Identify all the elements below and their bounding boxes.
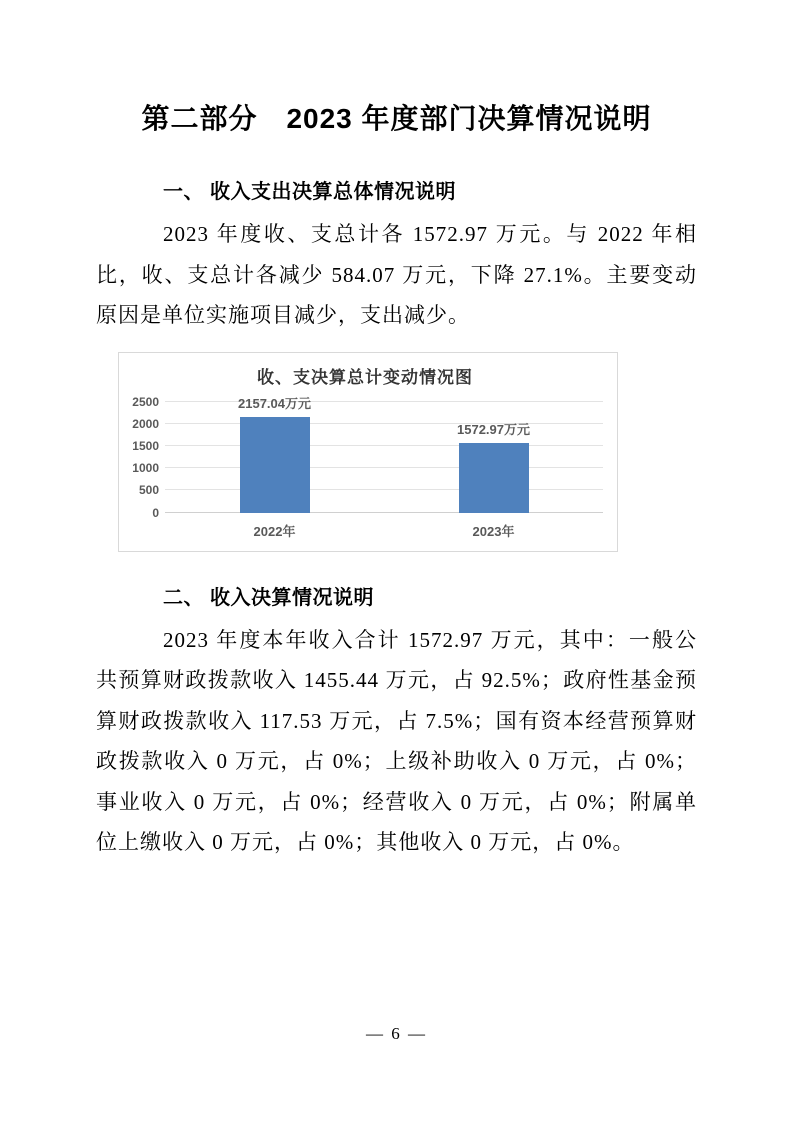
chart-category-slot (165, 396, 384, 513)
x-axis-category-label: 2023年 (472, 523, 515, 539)
section-2-heading: 二、 收入决算情况说明 (163, 586, 375, 609)
chart-x-axis (165, 521, 603, 540)
chart-plot-area (165, 396, 603, 540)
y-axis-tick-label: 500 (138, 483, 159, 498)
section-2-paragraph: 2023 年度本年收入合计 1572.97 万元，其中：一般公共预算财政拨款收入 1455.44 万元，占 92.5%；政府性基金预算财政拨款收入 117.53 万元，占 7.5%；国有资本经营预算财政拨款收入 0 万元，占 0%；上级补助收入 0 万元，占 0%；事业收入 0 万元，占 0%；经营收入 0 万元，占 0%；附属单位上缴收入 0 万元，占 0%；其他收入 0 万元，占 0%。 (96, 627, 697, 854)
x-axis-category-label: 2022年 (253, 523, 296, 539)
bar-2023年 (459, 443, 529, 513)
bar-chart (118, 352, 618, 552)
y-axis-tick-label: 0 (152, 505, 159, 520)
section-1-paragraph: 2023 年度收、支总计各 1572.97 万元。与 2022 年相比，收、支总计各减少 584.07 万元，下降 27.1%。主要变动原因是单位实施项目减少，支出减少。 (96, 222, 697, 327)
page-title: 第二部分 2023 年度部门决算情况说明 (141, 103, 652, 134)
bar-2022年 (240, 417, 310, 513)
y-axis-tick-label: 2000 (132, 416, 159, 431)
bar-data-label: 1572.97万元 (457, 422, 530, 438)
y-axis-tick-label: 1500 (132, 438, 159, 453)
bar-data-label: 2157.04万元 (238, 396, 311, 412)
chart-title: 收、支决算总计变动情况图 (257, 367, 473, 387)
chart-y-axis (127, 394, 165, 520)
y-axis-tick-label: 1000 (132, 461, 159, 476)
chart-body (127, 394, 603, 540)
chart-plot (165, 396, 603, 513)
section-1-heading: 一、 收入支出决算总体情况说明 (163, 181, 457, 203)
y-axis-tick-label: 2500 (132, 394, 159, 409)
chart-category-slot (384, 402, 603, 513)
page-number: — 6 — (366, 1024, 427, 1043)
